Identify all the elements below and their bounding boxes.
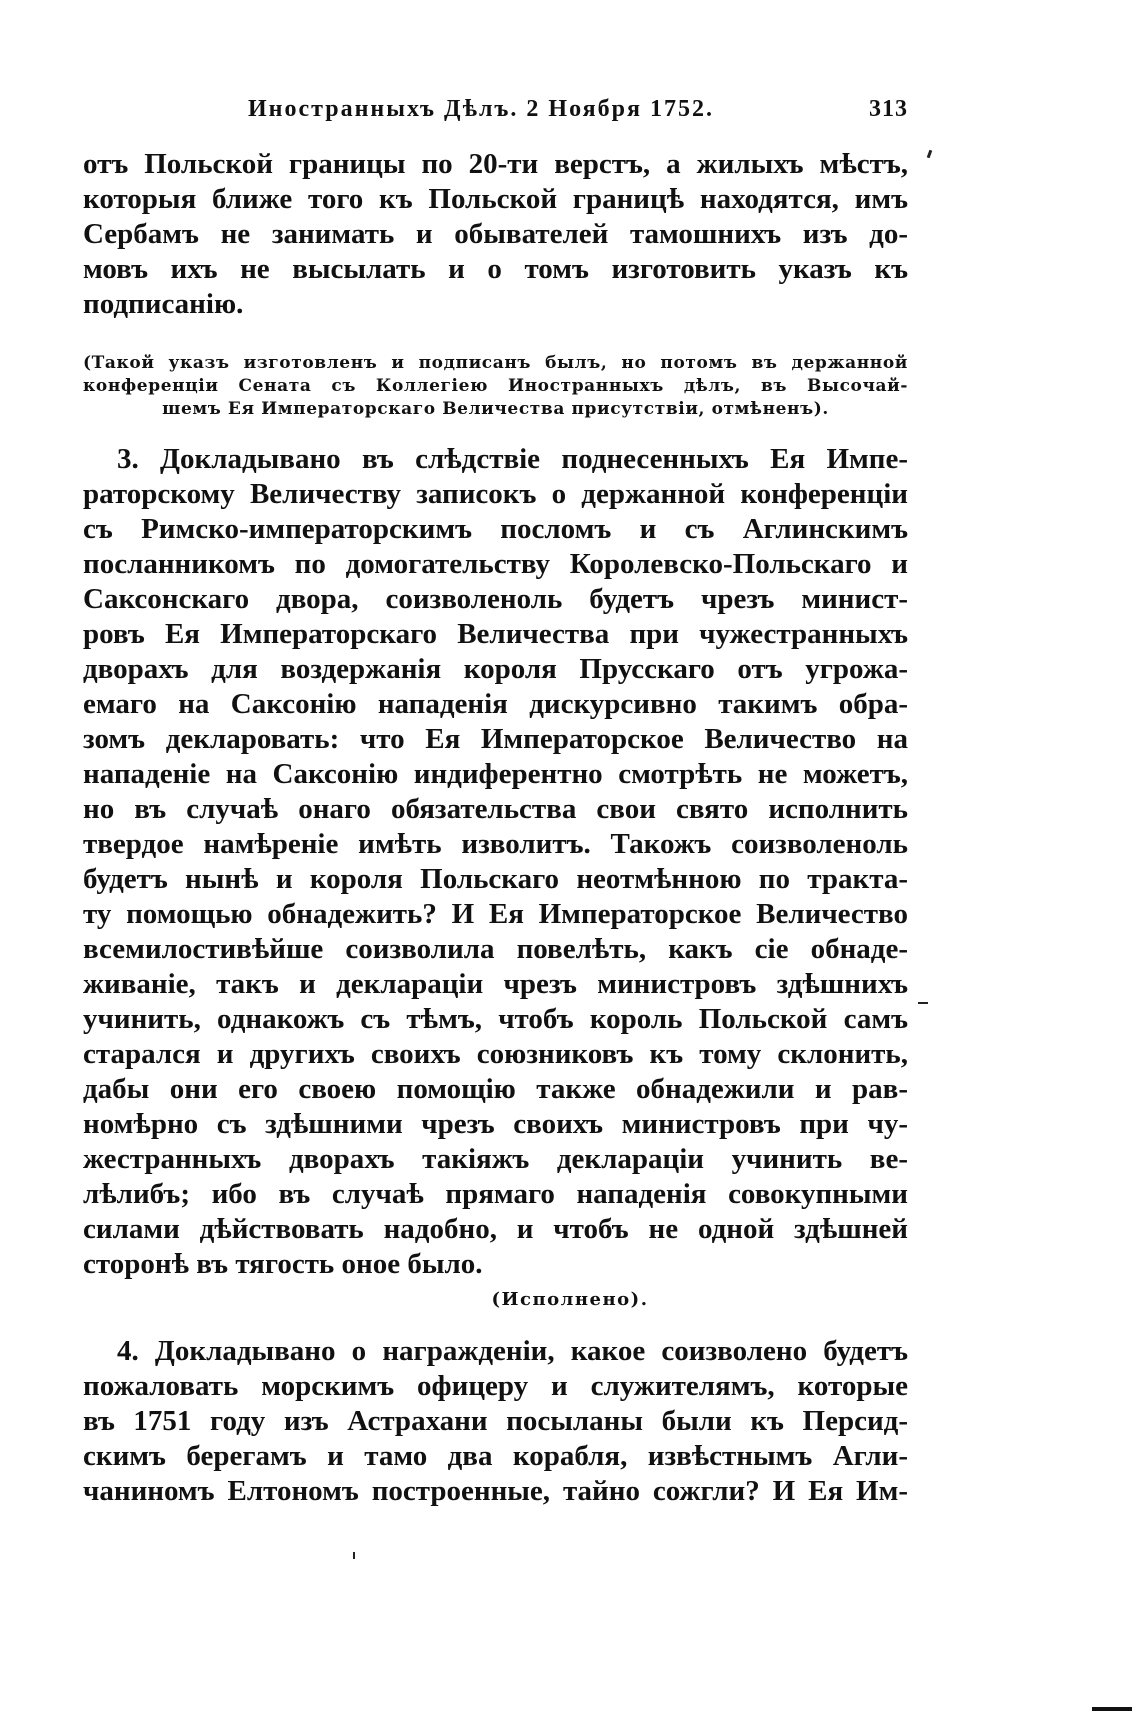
margin-speck [927, 150, 933, 159]
text-line: старался и другихъ своихъ союзниковъ къ тому склонить, [83, 1038, 908, 1070]
text-line: раторскому Величеству записокъ о держанной конференціи [83, 478, 908, 510]
note-line: (Такой указъ изготовленъ и подписанъ былъ, но потомъ въ держанной [83, 353, 908, 373]
text-line: будетъ нынѣ и короля Польскаго неотмѣнною по тракта- [83, 863, 908, 895]
text-line: посланникомъ по домогательству Королевско-Польскаго и [83, 548, 908, 580]
text-line: нападеніе на Саксонію индиферентно смотрѣть не можетъ, [83, 758, 908, 790]
text-line: скимъ берегамъ и тамо два корабля, извѣстнымъ Агли- [83, 1440, 908, 1472]
text-line: мовъ ихъ не высылать и о томъ изготовить указъ къ [83, 253, 908, 285]
text-line: чаниномъ Елтономъ построенные, тайно сожгли? И Ея Им- [83, 1475, 908, 1507]
text-line: живаніе, такъ и деклараціи чрезъ министровъ здѣшнихъ [83, 968, 908, 1000]
text-line: учинить, однакожъ съ тѣмъ, чтобъ король Польской самъ [83, 1003, 908, 1035]
text-line: Саксонскаго двора, соизволеноль будетъ чрезъ минист- [83, 583, 908, 615]
text-line: 3. Докладывано въ слѣдствіе поднесенныхъ Ея Импе- [117, 443, 908, 475]
text-line: Сербамъ не занимать и обывателей тамошнихъ изъ до- [83, 218, 908, 250]
text-line: съ Римско-императорскимъ посломъ и съ Аглинскимъ [83, 513, 908, 545]
text-line: жестранныхъ дворахъ такіяжъ деклараціи учинить ве- [83, 1143, 908, 1175]
text-line: пожаловать морскимъ офицеру и служителямъ, которые [83, 1370, 908, 1402]
opening-paragraph [83, 147, 908, 322]
note-line: конференціи Сената съ Коллегіею Иностранныхъ дѣлъ, въ Высочай- [83, 376, 908, 396]
text-line: 4. Докладывано о награжденіи, какое соизволено будетъ [117, 1335, 908, 1367]
text-line: номѣрно съ здѣшними чрезъ своихъ министровъ при чу- [83, 1108, 908, 1140]
section-4 [83, 1334, 908, 1509]
margin-dash [918, 1002, 928, 1004]
editorial-note [83, 352, 908, 421]
bottom-speck [353, 1552, 355, 1559]
note-line: шемъ Ея Императорскаго Величества присутствіи, отмѣненъ). [162, 399, 829, 419]
text-line: подписанію. [83, 288, 244, 320]
text-line: сторонѣ въ тягость оное было. [83, 1248, 483, 1280]
text-line: зомъ декларовать: что Ея Императорское Величество на [83, 723, 908, 755]
text-line: ровъ Ея Императорскаго Величества при чужестранныхъ [83, 618, 908, 650]
running-head [248, 96, 908, 130]
text-line: которыя ближе того къ Польской границѣ находятся, имъ [83, 183, 908, 215]
text-line: лѣлибъ; ибо въ случаѣ прямаго нападенія совокупными [83, 1178, 908, 1210]
text-line: силами дѣйствовать надобно, и чтобъ не одной здѣшней [83, 1213, 908, 1245]
text-line: емаго на Саксонію нападенія дискурсивно такимъ обра- [83, 688, 908, 720]
running-title: Иностранныхъ Дѣлъ. 2 Ноября 1752. [248, 96, 714, 122]
text-line: всемилостивѣйше соизволила повелѣть, какъ сіе обнаде- [83, 933, 908, 965]
page-number: 313 [869, 96, 908, 122]
text-line: дабы они его своею помощію также обнадежили и рав- [83, 1073, 908, 1105]
section-3 [83, 442, 908, 1282]
text-line: дворахъ для воздержанія короля Прусскаго отъ угрожа- [83, 653, 908, 685]
text-line: но въ случаѣ онаго обязательства свои свято исполнить [83, 793, 908, 825]
text-line: ту помощью обнадежить? И Ея Императорское Величество [83, 898, 908, 930]
executed-note: (Исполнено). [491, 1289, 649, 1310]
text-line: твердое намѣреніе имѣть изволитъ. Такожъ соизволеноль [83, 828, 908, 860]
text-line: въ 1751 году изъ Астрахани посыланы были къ Персид- [83, 1405, 908, 1437]
text-line: отъ Польской границы по 20-ти верстъ, а жилыхъ мѣстъ, [83, 148, 908, 180]
page-edge-mark [1092, 1707, 1132, 1711]
